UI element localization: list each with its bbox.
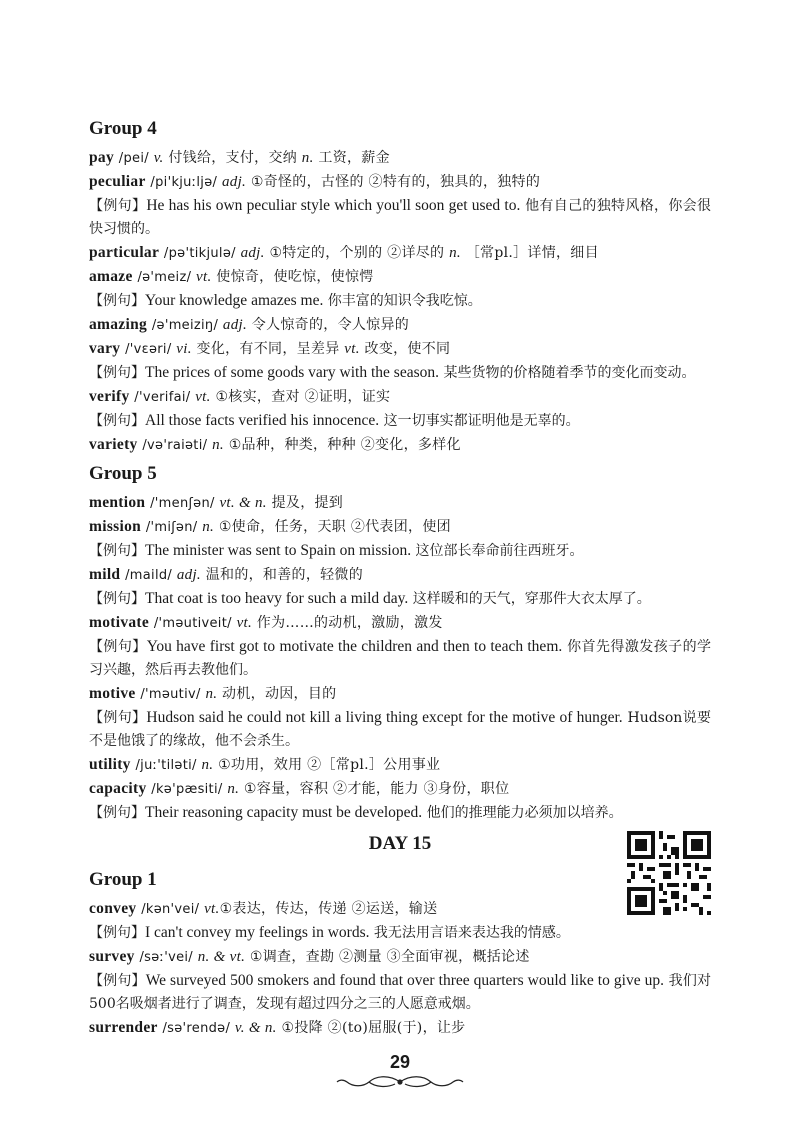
phonetic: /'vɛəri/ (125, 342, 172, 357)
phonetic: /'verifai/ (134, 390, 191, 405)
part-of-speech: vt. (195, 389, 211, 405)
phonetic: /sə'rendə/ (162, 1021, 231, 1036)
part-of-speech: v. (153, 150, 164, 166)
definition: ①功用，效用 ②［常pl.］公用事业 (213, 757, 441, 773)
headword: vary (89, 340, 121, 357)
headword: particular (89, 244, 160, 261)
entry-motive (89, 682, 711, 706)
example-english: He has his own peculiar style which you'll soon get used to. (146, 197, 521, 214)
entry-amaze (89, 265, 711, 289)
example-sentence (89, 539, 711, 563)
definition: 使惊奇，使吃惊，使惊愕 (211, 269, 374, 285)
definition: ①调查，查勘 ②测量 ③全面审视，概括论述 (245, 949, 530, 965)
example-english: The prices of some goods vary with the season. (145, 364, 440, 381)
part-of-speech: vi. (176, 341, 192, 357)
example-chinese: 某些货物的价格随着季节的变化而变动。 (439, 365, 696, 381)
day-title: DAY 15 (368, 833, 432, 854)
example-sentence (89, 706, 711, 753)
example-sentence (89, 194, 711, 241)
group-title: Group 4 (89, 118, 157, 139)
phonetic: /ə'meiziŋ/ (151, 318, 219, 333)
headword: mention (89, 494, 146, 511)
part-of-speech: adj. (176, 567, 201, 583)
entry-convey (89, 897, 711, 921)
entry-capacity (89, 777, 711, 801)
part-of-speech: n. (205, 686, 218, 702)
part-of-speech: n. (227, 781, 240, 797)
headword: pay (89, 149, 115, 166)
ornament-flourish-icon (335, 1073, 465, 1091)
example-english: All those facts verified his innocence. (145, 412, 380, 429)
part-of-speech: adj. (222, 317, 248, 333)
definition: 温和的，和善的，轻微的 (200, 567, 364, 583)
example-english: That coat is too heavy for such a mild day. (145, 590, 409, 607)
entry-amazing (89, 313, 711, 337)
example-chinese: 这样暖和的天气，穿那件大衣太厚了。 (408, 591, 651, 607)
phonetic: /səː'vei/ (139, 950, 193, 965)
definition: 工资，薪金 (313, 150, 390, 166)
definition: ①投降 ②(to)屈服(于)，让步 (276, 1020, 466, 1036)
definition: 作为……的动机，激励，激发 (252, 615, 443, 631)
phonetic: /'miʃən/ (145, 520, 198, 535)
example-sentence (89, 969, 711, 1016)
headword: variety (89, 436, 138, 453)
example-english: Your knowledge amazes me. (145, 292, 324, 309)
part-of-speech: n. & vt. (197, 949, 246, 965)
entry-mission (89, 515, 711, 539)
headword: motivate (89, 614, 150, 631)
entry-utility (89, 753, 711, 777)
part-of-speech: vt. (344, 341, 360, 357)
example-label: 【例句】 (89, 973, 146, 989)
entry-vary (89, 337, 711, 361)
example-english: Hudson said he could not kill a living thing except for the motive of hunger. (146, 709, 623, 726)
entry-particular (89, 241, 711, 265)
example-chinese: 你丰富的知识令我吃惊。 (323, 293, 482, 309)
qr-code-icon[interactable] (627, 831, 711, 915)
example-sentence (89, 921, 711, 945)
example-english: The minister was sent to Spain on mission. (145, 542, 412, 559)
entry-pay (89, 146, 711, 170)
headword: mission (89, 518, 142, 535)
day-section (89, 831, 711, 857)
example-chinese: 你首先得激发孩子的学习兴趣，然后再去教他们。 (89, 639, 711, 678)
entry-survey (89, 945, 711, 969)
group-title: Group 1 (89, 869, 157, 890)
example-label: 【例句】 (89, 925, 145, 941)
phonetic: /pə'tikjulə/ (163, 246, 236, 261)
phonetic: /'məutiv/ (140, 687, 201, 702)
part-of-speech: v. & n. (234, 1020, 277, 1036)
part-of-speech: n. (449, 245, 461, 261)
headword: capacity (89, 780, 147, 797)
part-of-speech: vt. (204, 901, 220, 917)
example-label: 【例句】 (89, 365, 145, 381)
entry-verify (89, 385, 711, 409)
example-chinese: Hudson说要不是他饿了的缘故，他不会杀生。 (89, 710, 712, 749)
definition: 令人惊奇的，令人惊异的 (247, 317, 410, 333)
definition: ①使命，任务，天职 ②代表团，使团 (214, 519, 451, 535)
group-title: Group 5 (89, 463, 157, 484)
part-of-speech: n. (301, 150, 314, 166)
phonetic: /ə'meiz/ (137, 270, 192, 285)
entry-variety (89, 433, 711, 457)
example-label: 【例句】 (89, 293, 145, 309)
entry-mention (89, 491, 711, 515)
phonetic: /kə'pæsiti/ (151, 782, 223, 797)
definition: ①容量，容积 ②才能，能力 ③身份，职位 (239, 781, 510, 797)
entry-peculiar (89, 170, 711, 194)
example-sentence (89, 635, 711, 682)
phonetic: /pi'kjuːljə/ (150, 175, 218, 190)
headword: mild (89, 566, 121, 583)
headword: convey (89, 900, 137, 917)
phonetic: /'məutiveit/ (153, 616, 232, 631)
example-chinese: 我无法用言语来表达我的情感。 (369, 925, 570, 941)
example-label: 【例句】 (89, 198, 147, 214)
example-sentence (89, 801, 711, 825)
example-label: 【例句】 (89, 639, 147, 655)
page-footer (0, 1052, 800, 1091)
phonetic: /kən'vei/ (141, 902, 200, 917)
phonetic: /pei/ (118, 151, 149, 166)
headword: verify (89, 388, 130, 405)
example-label: 【例句】 (89, 413, 145, 429)
headword: surrender (89, 1019, 158, 1036)
headword: peculiar (89, 173, 146, 190)
definition: 变化，有不同，呈差异 (191, 341, 345, 357)
definition: 付钱给，支付，交纳 (163, 150, 302, 166)
part-of-speech: adj. (221, 174, 247, 190)
headword: survey (89, 948, 135, 965)
example-label: 【例句】 (89, 710, 147, 726)
phonetic: /'menʃən/ (150, 496, 215, 511)
part-of-speech: n. (212, 437, 224, 453)
headword: motive (89, 685, 136, 702)
example-chinese: 我们对500名吸烟者进行了调查，发现有超过四分之三的人愿意戒烟。 (89, 973, 712, 1012)
definition: 提及，提到 (266, 495, 344, 511)
example-chinese: 他有自己的独特风格，你会很快习惯的。 (89, 198, 712, 237)
example-chinese: 他们的推理能力必须加以培养。 (422, 805, 623, 821)
definition: ①表达，传达，传递 ②运送，输送 (219, 901, 438, 917)
definition: ①特定的，个别的 ②详尽的 (264, 245, 450, 261)
example-english: You have first got to motivate the children and then to teach them. (146, 638, 563, 655)
definition: ①奇怪的，古怪的 ②特有的，独具的，独特的 (246, 174, 541, 190)
page-content (89, 116, 711, 1040)
part-of-speech: adj. (240, 245, 265, 261)
example-sentence (89, 361, 711, 385)
definition: ①核实，查对 ②证明，证实 (210, 389, 391, 405)
part-of-speech: n. (201, 757, 214, 773)
headword: utility (89, 756, 131, 773)
headword: amaze (89, 268, 133, 285)
example-sentence (89, 587, 711, 611)
part-of-speech: vt. (196, 269, 212, 285)
phonetic: /və'raiəti/ (142, 438, 208, 453)
headword: amazing (89, 316, 148, 333)
example-sentence (89, 289, 711, 313)
phonetic: /maild/ (125, 568, 173, 583)
example-chinese: 这一切事实都证明他是无辜的。 (379, 413, 580, 429)
example-english: I can't convey my feelings in words. (145, 924, 370, 941)
entry-mild (89, 563, 711, 587)
part-of-speech: vt. & n. (219, 495, 267, 511)
definition: ［常pl.］详情，细目 (460, 245, 599, 261)
page-number: 29 (389, 1052, 411, 1072)
example-sentence (89, 409, 711, 433)
example-english: Their reasoning capacity must be developed. (145, 804, 423, 821)
definition: 动机，动因，目的 (217, 686, 337, 702)
definition: 改变，使不同 (359, 341, 451, 357)
entry-motivate (89, 611, 711, 635)
part-of-speech: vt. (236, 615, 253, 631)
example-label: 【例句】 (89, 543, 145, 559)
part-of-speech: n. (202, 519, 215, 535)
example-english: We surveyed 500 smokers and found that over three quarters would like to give up. (145, 972, 665, 989)
example-chinese: 这位部长奉命前往西班牙。 (411, 543, 584, 559)
entry-surrender (89, 1016, 711, 1040)
phonetic: /juː'tiləti/ (135, 758, 197, 773)
example-label: 【例句】 (89, 591, 145, 607)
definition: ①品种，种类，种种 ②变化，多样化 (223, 437, 461, 453)
example-label: 【例句】 (89, 805, 145, 821)
